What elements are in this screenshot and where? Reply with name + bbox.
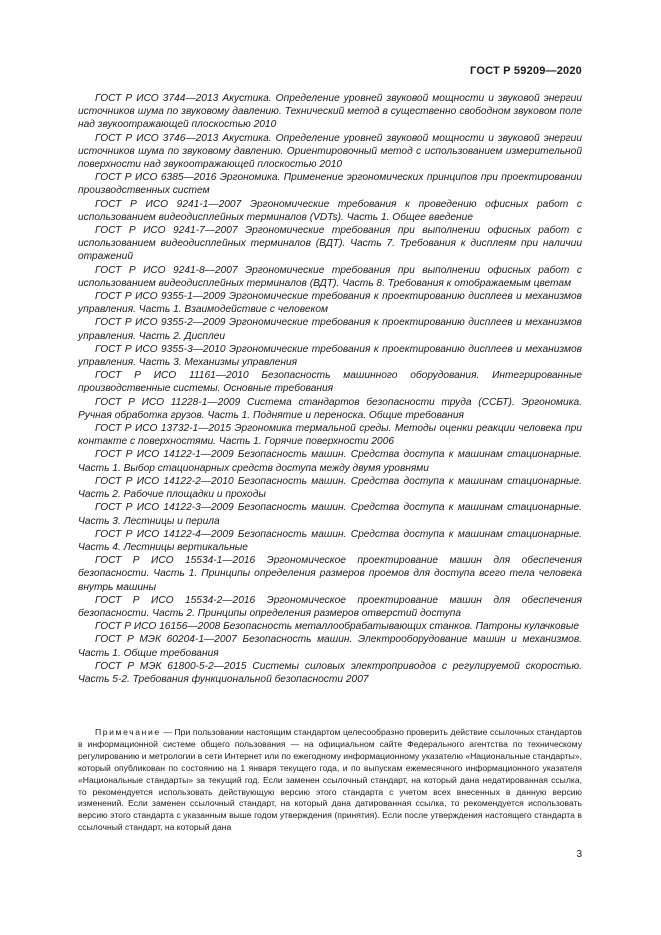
reference-item: ГОСТ Р ИСО 9241-1—2007 Эргономические требования к проведению офисных работ с использованием видеодисплейных терминалов (VDTs). Часть 1. Общее введение (78, 198, 582, 223)
reference-item: ГОСТ Р ИСО 14122-1—2009 Безопасность машин. Средства доступа к машинам стационарные. Часть 1. Выбор стационарных средств доступа между двумя уровнями (78, 449, 582, 474)
reference-item: ГОСТ Р МЭК 61800-5-2—2015 Системы силовых электроприводов с регулируемой скоростью. Часть 5-2. Требования функциональной безопасности 2007 (78, 660, 582, 685)
reference-item: ГОСТ Р ИСО 15534-2—2016 Эргономическое проектирование машин для обеспечения безопасности. Часть 2. Принципы определения размеров отверстий доступа (78, 594, 582, 619)
reference-item: ГОСТ Р МЭК 60204-1—2007 Безопасность машин. Электрооборудование машин и механизмов. Часть 1. Общие требования (78, 634, 582, 659)
reference-item: ГОСТ Р ИСО 14122-3—2009 Безопасность машин. Средства доступа к машинам стационарные. Часть 3. Лестницы и перила (78, 502, 582, 527)
note-text: — При пользовании настоящим стандартом целесообразно проверить действие ссылочных стандартов в информационной системе общего пользования — на официальном сайте Федерального агентства по техническому регулированию и метрологии в сети Интернет или по ежегодному информационному указателю «Национальные стандарты», который опубликован по состоянию на 1 января текущего года, и по выпускам ежемесячного информационного указателя «Национальные стандарты» за текущий год. Если заменен ссылочный стандарт, на который дана недатированная ссылка, то рекомендуется использовать действующую версию этого стандарта с учетом всех внесенных в данную версию изменений. Если заменен ссылочный стандарт, на который дана датированная ссылка, то рекомендуется использовать версию этого стандарта с указанным выше годом утверждения (принятия). Если после утверждения настоящего стандарта в ссылочный стандарт, на который дана (78, 727, 582, 833)
reference-item: ГОСТ Р ИСО 14122-4—2009 Безопасность машин. Средства доступа к машинам стационарные. Часть 4. Лестницы вертикальные (78, 528, 582, 553)
note-paragraph (78, 727, 582, 834)
reference-item: ГОСТ Р ИСО 9241-8—2007 Эргономические требования при выполнении офисных работ с использованием видеодисплейных терминалов (ВДТ). Часть 8. Требования к отображаемым цветам (78, 264, 582, 289)
normative-references-list (78, 92, 582, 686)
reference-item: ГОСТ Р ИСО 11161—2010 Безопасность машинного оборудования. Интегрированные производственные системы. Основные требования (78, 370, 582, 395)
reference-item: ГОСТ Р ИСО 16156—2008 Безопасность металлообрабатывающих станков. Патроны кулачковые (95, 621, 580, 633)
document-header: ГОСТ Р 59209—2020 (470, 65, 582, 77)
page-number: 3 (576, 849, 582, 860)
reference-item: ГОСТ Р ИСО 13732-1—2015 Эргономика термальной среды. Методы оценки реакции человека при контакте с поверхностями. Часть 1. Горячие поверхности 2006 (78, 423, 582, 448)
reference-item: ГОСТ Р ИСО 9241-7—2007 Эргономические требования при выполнении офисных работ с использованием видеодисплейных терминалов (ВДТ). Часть 7. Требования к дисплеям при наличии отражений (78, 225, 582, 263)
reference-item: ГОСТ Р ИСО 15534-1—2016 Эргономическое проектирование машин для обеспечения безопасности. Часть 1. Принципы определения размеров проемов для доступа всего тела человека внутрь машины (78, 555, 582, 593)
reference-item: ГОСТ Р ИСО 9355-3—2010 Эргономические требования к проектированию дисплеев и механизмов управления. Часть 3. Механизмы управления (78, 343, 582, 369)
reference-item: ГОСТ Р ИСО 3746—2013 Акустика. Определение уровней звуковой мощности и звуковой энергии источников шума по звуковому давлению. Ориентировочный метод с использованием измерительной поверхности над звукоотражающей плоскостью 2010 (78, 132, 582, 171)
reference-item: ГОСТ Р ИСО 11228-1—2009 Система стандартов безопасности труда (ССБТ). Эргономика. Ручная обработка грузов. Часть 1. Поднятие и переноска. Общие требования (78, 396, 582, 421)
reference-item: ГОСТ Р ИСО 6385—2016 Эргономика. Применение эргономических принципов при проектировании производственных систем (78, 172, 582, 197)
reference-item: ГОСТ Р ИСО 3744—2013 Акустика. Определение уровней звуковой мощности и звуковой энергии источников шума по звуковому давлению. Технический метод в существенно свободном звуковом поле над звукоотражающей плоскостью 2010 (78, 93, 582, 131)
reference-item: ГОСТ Р ИСО 14122-2—2010 Безопасность машин. Средства доступа к машинам стационарные. Часть 2. Рабочие площадки и проходы (78, 475, 582, 501)
reference-item: ГОСТ Р ИСО 9355-1—2009 Эргономические требования к проектированию дисплеев и механизмов управления. Часть 1. Взаимодействие с человеком (78, 291, 582, 316)
note-label: Примечание (95, 727, 161, 737)
reference-item: ГОСТ Р ИСО 9355-2—2009 Эргономические требования к проектированию дисплеев и механизмов управления. Часть 2. Дисплеи (78, 317, 582, 342)
